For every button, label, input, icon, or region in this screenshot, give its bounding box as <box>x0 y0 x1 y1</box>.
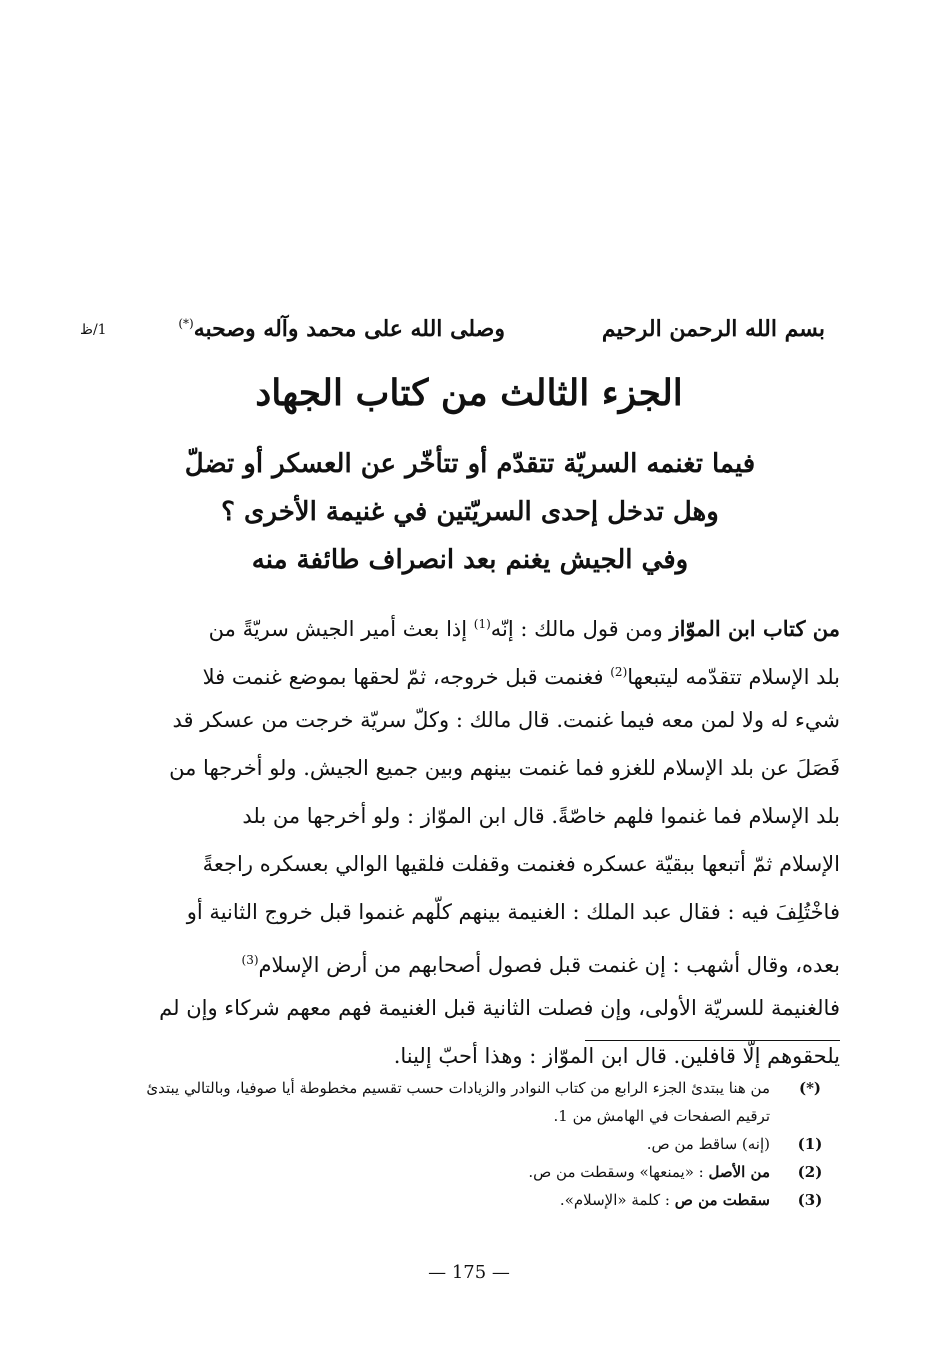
footnote-item <box>110 1158 830 1186</box>
footnote-number: (3) <box>797 1191 823 1209</box>
chapter-title-line: وهل تدخل إحدى السريّتين في غنيمة الأخرى ؟ <box>221 497 719 527</box>
body-line: شيء له ولا لمن معه فيما غنمت. قال مالك : وكلّ سريّة خرجت من عسكر قد <box>172 708 840 732</box>
body-line <box>120 600 840 648</box>
footnote-text-segment: : كلمة «الإسلام». <box>559 1191 675 1209</box>
footnote-ref: (1) <box>473 617 491 631</box>
basmala: بسم الله الرحمن الرحيم <box>601 316 825 342</box>
body-line <box>120 648 840 696</box>
body-line <box>120 936 840 984</box>
footnote-number: (*) <box>798 1079 822 1097</box>
body-paragraph <box>120 600 840 1080</box>
footnote-ref: (3) <box>241 953 259 967</box>
footnote-item <box>110 1074 830 1130</box>
footnote-text <box>110 1186 770 1214</box>
salutation <box>178 316 505 342</box>
body-line: فاخْتُلِفَ فيه : فقال عبد الملك : الغنيمة بينهم كلّهم غنموا قبل خروج الثانية أو <box>186 900 840 924</box>
footnote-source: سقطت من ص <box>674 1191 770 1209</box>
salutation-mark: (*) <box>178 316 194 331</box>
body-text-segment: إذا بعث أمير الجيش سريّةً من <box>208 617 474 641</box>
body-text-segment: ومن قول مالك : إنّه <box>490 617 670 641</box>
running-header <box>80 316 825 356</box>
footnote-ref: (2) <box>610 665 628 679</box>
source-citation: من كتاب ابن الموّاز <box>669 616 840 641</box>
folio-mark: 1/ظ <box>80 322 107 338</box>
chapter-title <box>150 440 790 584</box>
footnote-source: من الأصل <box>708 1163 770 1181</box>
footnote-separator <box>585 1040 840 1041</box>
page-number: — 175 — <box>428 1262 510 1283</box>
body-line: يلحقوهم إلّا قافلين. قال ابن الموّاز : وهذا أحبّ إلينا. <box>393 1044 840 1068</box>
footnote-text: من هنا يبتدئ الجزء الرابع من كتاب النوادر والزيادات حسب تقسيم مخطوطة أيا صوفيا، وبالتالي يبتدئ ترقيم الصفحات في الهامش من 1. <box>146 1079 770 1125</box>
footnote-number: (2) <box>797 1163 823 1181</box>
body-line: فَصَلَ عن بلد الإسلام للغزو فما غنمت بينهم وبين جميع الجيش. ولو أخرجها من <box>169 756 840 780</box>
book-title: الجزء الثالث من كتاب الجهاد <box>255 372 683 414</box>
body-text-segment: بلد الإسلام تتقدّمه ليتبعها <box>627 665 840 689</box>
body-text-segment: فغنمت قبل خروجه، ثمّ لحقها بموضع غنمت فلا <box>202 665 611 689</box>
salutation-text: وصلى الله على محمد وآله وصحبه <box>193 316 505 342</box>
chapter-title-line: وفي الجيش يغنم بعد انصراف طائفة منه <box>251 545 689 575</box>
footnote-text <box>110 1158 770 1186</box>
footnote-item <box>110 1186 830 1214</box>
footnote-item <box>110 1130 830 1158</box>
footnote-text-segment: : «يمنعها» وسقطت من ص. <box>528 1163 709 1181</box>
footnote-number: (1) <box>797 1135 823 1153</box>
chapter-title-line: فيما تغنمه السريّة تتقدّم أو تتأخّر عن العسكر أو تضلّ <box>184 449 756 479</box>
footnote-text: (إنه) ساقط من ص. <box>646 1135 770 1153</box>
body-line: فالغنيمة للسريّة الأولى، وإن فصلت الثانية قبل الغنيمة فهم معهم شركاء وإن لم <box>159 996 840 1020</box>
body-line: الإسلام ثمّ أتبعها ببقيّة عسكره فغنمت وقفلت فلقيها الوالي بعسكره راجعةً <box>202 852 840 876</box>
body-text-segment: بعده، وقال أشهب : إن غنمت قبل فصول أصحابهم من أرض الإسلام <box>258 953 840 977</box>
footnotes <box>110 1074 830 1214</box>
body-line: بلد الإسلام فما غنموا فلهم خاصّةً. قال ابن الموّاز : ولو أخرجها من بلد <box>242 804 840 828</box>
